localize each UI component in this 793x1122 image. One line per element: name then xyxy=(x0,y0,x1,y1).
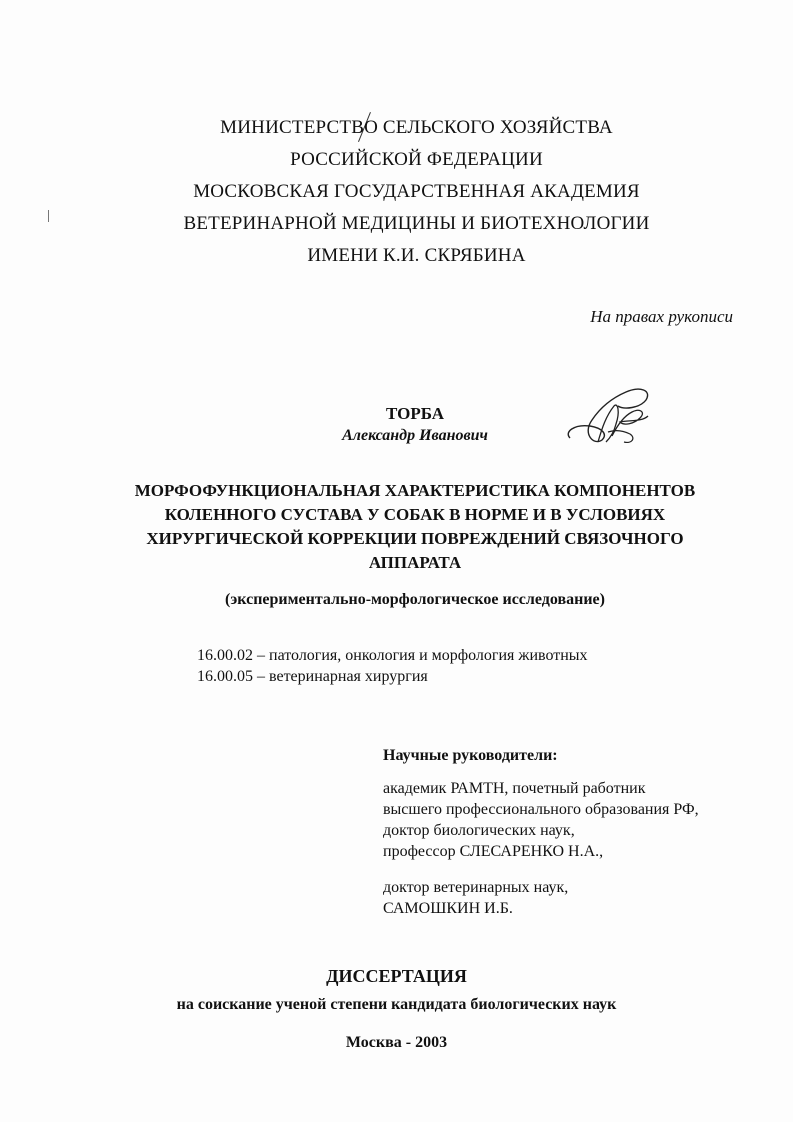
institution-header xyxy=(40,112,793,272)
advisor-line: доктор биологических наук, xyxy=(383,822,575,839)
institution-line: МОСКОВСКАЯ ГОСУДАРСТВЕННАЯ АКАДЕМИЯ xyxy=(193,181,640,202)
specialty-codes xyxy=(197,645,588,687)
advisor-second xyxy=(383,877,568,919)
advisor-line: профессор СЛЕСАРЕНКО Н.А., xyxy=(383,843,604,860)
institution-line: РОССИЙСКОЙ ФЕДЕРАЦИИ xyxy=(290,149,543,170)
dissertation-title xyxy=(90,479,740,575)
institution-line: ВЕТЕРИНАРНОЙ МЕДИЦИНЫ И БИОТЕХНОЛОГИИ xyxy=(183,213,650,234)
advisor-line: доктор ветеринарных наук, xyxy=(383,879,569,896)
specialty-line: 16.00.05 – ветеринарная хирургия xyxy=(197,668,428,685)
institution-line: МИНИСТЕРСТВО СЕЛЬСКОГО ХОЗЯЙСТВА xyxy=(220,117,613,138)
author-given-names: Александр Иванович xyxy=(342,427,488,444)
advisor-line: САМОШКИН И.Б. xyxy=(383,900,513,917)
advisor-first xyxy=(383,778,699,862)
manuscript-note: На правах рукописи xyxy=(590,307,733,326)
title-line: КОЛЕННОГО СУСТАВА У СОБАК В НОРМЕ И В УСЛОВИЯХ xyxy=(164,505,666,524)
advisor-line: высшего профессионального образования РФ, xyxy=(383,801,699,818)
degree-line: на соискание ученой степени кандидата биологических наук xyxy=(176,996,617,1013)
specialty-line: 16.00.02 – патология, онкология и морфология животных xyxy=(197,647,588,664)
title-line: МОРФОФУНКЦИОНАЛЬНАЯ ХАРАКТЕРИСТИКА КОМПОНЕНТОВ xyxy=(134,481,696,500)
advisor-line: академик РАМТН, почетный работник xyxy=(383,780,646,797)
author-surname: ТОРБА xyxy=(385,404,444,423)
advisors-heading: Научные руководители: xyxy=(383,747,558,764)
institution-line: ИМЕНИ К.И. СКРЯБИНА xyxy=(307,245,526,266)
title-line: ХИРУРГИЧЕСКОЙ КОРРЕКЦИИ ПОВРЕЖДЕНИЙ СВЯЗОЧНОГО xyxy=(146,529,684,548)
document-type: ДИССЕРТАЦИЯ xyxy=(326,966,467,986)
city-year: Москва - 2003 xyxy=(345,1034,448,1051)
title-line: АППАРАТА xyxy=(368,553,462,572)
dissertation-subtitle: (экспериментально-морфологическое исследование) xyxy=(225,591,605,608)
signature-icon xyxy=(562,372,662,452)
